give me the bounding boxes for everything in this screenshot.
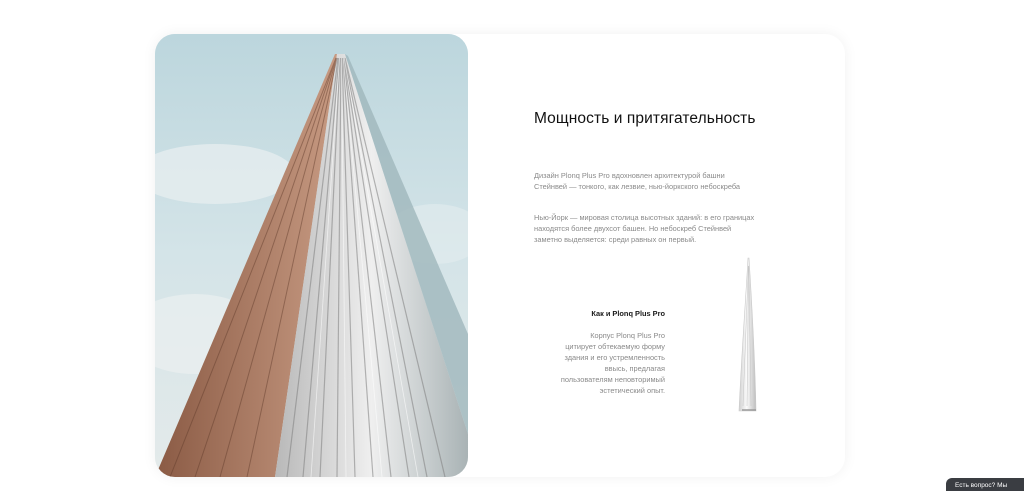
intro-paragraph: Дизайн Plonq Plus Pro вдохновлен архитектурой башни Стейнвей — тонкого, как лезвие, нью-йоркского небоскреба xyxy=(534,171,741,191)
skyscraper-photo xyxy=(155,34,468,477)
description-paragraph: Нью-Йорк — мировая столица высотных зданий: в его границах находятся более двухсот башен. Но небоскреб Стейнвей заметно выделяется: среди равных он первый. xyxy=(534,213,755,244)
chat-widget-button[interactable]: Есть вопрос? Мы xyxy=(946,478,1024,491)
detail-text: Корпус Plonq Plus Pro цитирует обтекаемую форму здания и его устремленность ввысь, предлагая пользователям неповторимый эстетический опыт. xyxy=(560,331,665,395)
section-title: Мощность и притягательность xyxy=(534,110,756,127)
tower-silhouette-icon xyxy=(730,256,760,421)
detail-title: Как и Plonq Plus Pro xyxy=(591,309,665,318)
